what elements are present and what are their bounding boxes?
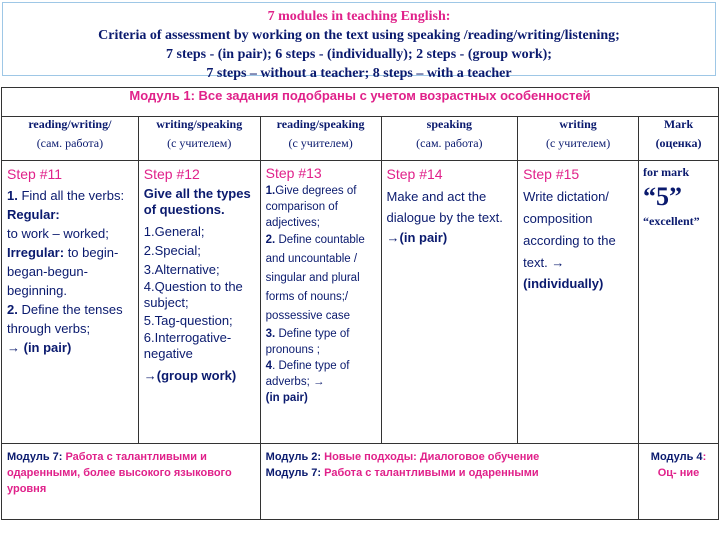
- column-title: speaking: [426, 117, 473, 131]
- column-subtitle: (с учителем): [167, 136, 232, 150]
- header-line-3: 7 steps - (in pair); 6 steps - (individually); 2 steps - (group work);: [166, 47, 552, 62]
- modules-table: [1, 87, 719, 520]
- module-text: Работа с талантливыми и одаренными, более высокого языкового уровня: [7, 451, 232, 495]
- column-header-2: [138, 117, 260, 161]
- question-type: 4.Question to the subject;: [143, 279, 243, 310]
- column-subtitle: (сам. работа): [416, 136, 483, 150]
- mark-word: “excellent”: [643, 214, 700, 228]
- item-number: 1.: [265, 185, 276, 197]
- item-number: 2.: [7, 302, 18, 317]
- header-line-1: 7 modules in teaching English:: [267, 9, 451, 24]
- step-title: Step #13: [265, 165, 322, 181]
- column-header-4: [381, 117, 518, 161]
- column-subtitle: (оценка): [655, 136, 702, 150]
- column-title: reading/writing/: [28, 117, 112, 131]
- column-header-1: [2, 117, 139, 161]
- step-14-cell: [381, 161, 518, 444]
- question-type: 3.Alternative;: [143, 262, 220, 277]
- work-mode: (individually): [523, 276, 604, 291]
- step-text: . Define type of adverbs; →: [265, 360, 350, 388]
- module-2-7-cell: [260, 444, 638, 520]
- module-text: Оц- ние: [657, 467, 700, 479]
- item-number: 4: [265, 360, 273, 372]
- step-text: Find all the verbs:: [17, 188, 125, 203]
- mark-cell: [639, 161, 719, 444]
- mark-label: for mark: [643, 165, 690, 179]
- step-title: Step #15: [523, 166, 580, 182]
- item-number: 3.: [265, 328, 276, 340]
- step-text: Define countable and uncountable / singular and plural forms of nouns;/ possessive case: [265, 234, 365, 322]
- irregular-label: Irregular:: [7, 245, 65, 260]
- step-text: Define type of pronouns ;: [265, 328, 350, 356]
- step-title: Step #12: [143, 166, 200, 182]
- step-11-cell: [2, 161, 139, 444]
- step-13-cell: [260, 161, 381, 444]
- module-text: Работа с талантливыми и одаренными: [321, 467, 539, 479]
- step-text: Write dictation/ composition according to the text. →: [523, 189, 616, 270]
- work-mode: →(group work): [143, 368, 237, 383]
- column-header-5: [518, 117, 639, 161]
- step-intro: Give all the types of questions.: [143, 186, 251, 217]
- step-text: Make and act the dialogue by the text.: [386, 189, 503, 225]
- module-label: Модуль 7:: [265, 467, 322, 479]
- step-12-cell: [138, 161, 260, 444]
- title-box: [2, 2, 716, 81]
- column-title: reading/speaking: [276, 117, 365, 131]
- regular-label: Regular:: [7, 207, 60, 222]
- header-line-2: Criteria of assessment by working on the text using speaking /reading/writing/listening;: [98, 28, 620, 43]
- step-title: Step #14: [386, 166, 443, 182]
- work-mode: → (in pair): [7, 340, 72, 355]
- header-line-4: 7 steps – without a teacher; 8 steps – with a teacher: [206, 66, 512, 81]
- question-type: 5.Tag-question;: [143, 313, 233, 328]
- column-title: Mark: [663, 117, 694, 131]
- column-title: writing: [559, 117, 597, 131]
- column-header-6: [639, 117, 719, 161]
- module-label: Модуль 2:: [265, 451, 322, 463]
- question-type: 6.Interrogative-negative: [143, 330, 232, 361]
- step-text: to begin-began-begun-beginning.: [7, 245, 119, 298]
- module-label: Модуль 7:: [7, 451, 63, 463]
- step-15-cell: [518, 161, 639, 444]
- module-1-row: Модуль 1: Все задания подобраны с учетом возрастных особенностей: [2, 88, 719, 117]
- column-subtitle: (с учителем): [288, 136, 353, 150]
- step-text: Define the tenses through verbs;: [7, 302, 123, 336]
- column-subtitle: (с учителем): [545, 136, 611, 150]
- module-4-cell: [639, 444, 719, 520]
- column-header-3: [260, 117, 381, 161]
- step-title: Step #11: [7, 166, 63, 182]
- question-type: 2.Special;: [143, 243, 201, 258]
- item-number: 2.: [265, 234, 276, 246]
- module-text: Новые подходы: Диалоговое обучение: [321, 451, 540, 463]
- step-text: Give degrees of comparison of adjectives;: [265, 185, 357, 229]
- module-7-cell: [2, 444, 261, 520]
- module-label: Модуль 4: [650, 451, 703, 463]
- question-type: 1.General;: [143, 224, 205, 239]
- work-mode: (in pair): [265, 392, 308, 404]
- column-subtitle: (сам. работа): [36, 136, 104, 150]
- work-mode: →(in pair): [386, 230, 448, 245]
- mark-value: “5”: [643, 182, 683, 211]
- item-number: 1.: [7, 188, 18, 203]
- column-title: writing/speaking: [156, 117, 243, 131]
- step-text: to work – worked;: [7, 226, 109, 241]
- module-colon: :: [702, 451, 707, 463]
